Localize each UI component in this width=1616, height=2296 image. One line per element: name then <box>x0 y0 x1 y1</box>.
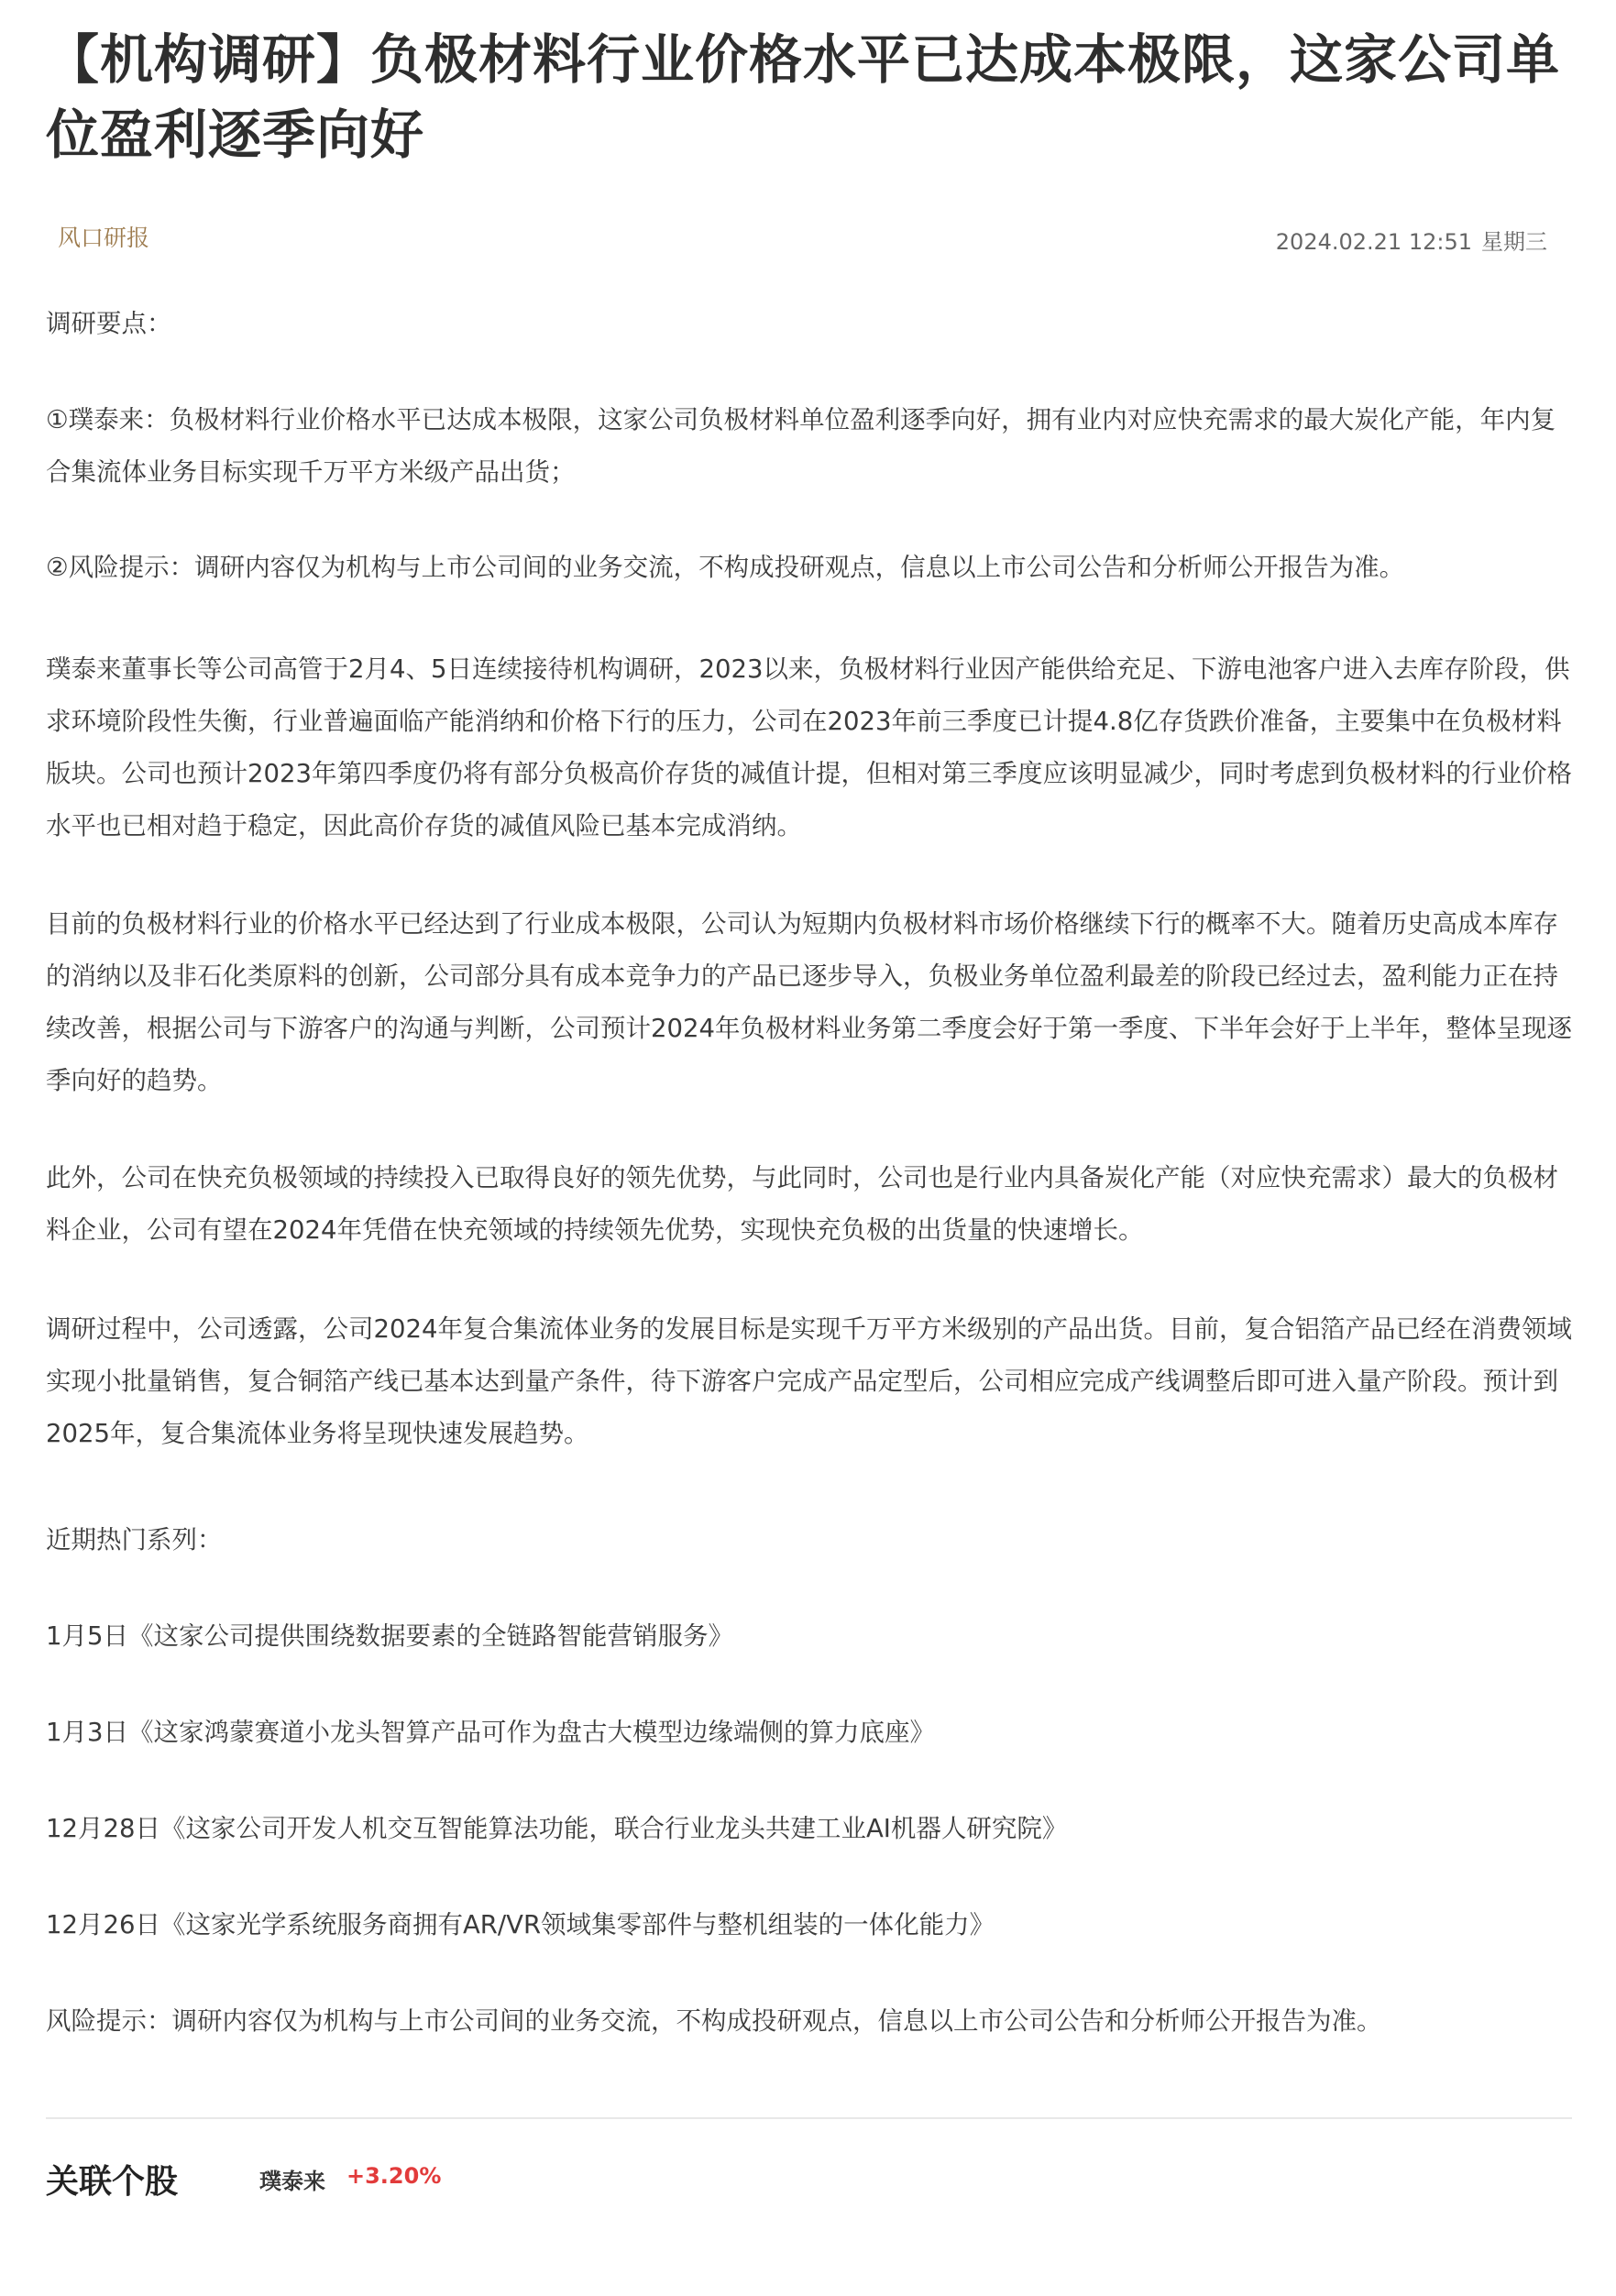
article-source[interactable]: 风口研报 <box>58 225 150 251</box>
hot-series-link[interactable]: 12月28日《这家公司开发人机交互智能算法功能，联合行业龙头共建工业AI机器人研究院》 <box>46 1814 1068 1843</box>
key-points-heading: 调研要点： <box>46 309 172 338</box>
hot-series-link[interactable]: 1月3日《这家鸿蒙赛道小龙头智算产品可作为盘古大模型边缘端侧的算力底座》 <box>46 1718 935 1747</box>
body-paragraph-4: 调研过程中，公司透露，公司2024年复合集流体业务的发展目标是实现千万平方米级别的产品出货。目前，复合铝箔产品已经在消费领域实现小批量销售，复合铜箔产线已基本达到量产条件，待下游客户完成产品定型后，公司相应完成产线调整后即可进入量产阶段。预计到2025年，复合集流体业务将呈现快速发展趋势。 <box>46 1314 1572 1448</box>
publish-date: 2024.02.21 12:51 <box>1275 229 1472 255</box>
key-point-2: ②风险提示：调研内容仅为机构与上市公司间的业务交流，不构成投研观点，信息以上市公司公告和分析师公开报告为准。 <box>46 553 1405 582</box>
hot-series-link[interactable]: 1月5日《这家公司提供围绕数据要素的全链路智能营销服务》 <box>46 1621 733 1651</box>
section-divider <box>46 2117 1572 2119</box>
related-stock-change[interactable]: +3.20% <box>346 2163 442 2189</box>
article-datetime <box>1276 224 1547 256</box>
body-paragraph-2: 目前的负极材料行业的价格水平已经达到了行业成本极限，公司认为短期内负极材料市场价格继续下行的概率不大。随着历史高成本库存的消纳以及非石化类原料的创新，公司部分具有成本竞争力的产品已逐步导入，负极业务单位盈利最差的阶段已经过去，盈利能力正在持续改善，根据公司与下游客户的沟通与判断，公司预计2024年负极材料业务第二季度会好于第一季度、下半年会好于上半年，整体呈现逐季向好的趋势。 <box>46 909 1572 1095</box>
body-paragraph-3: 此外，公司在快充负极领域的持续投入已取得良好的领先优势，与此同时，公司也是行业内具备炭化产能（对应快充需求）最大的负极材料企业，公司有望在2024年凭借在快充领域的持续领先优势，实现快充负极的出货量的快速增长。 <box>46 1163 1558 1245</box>
related-stock-name[interactable]: 璞泰来 <box>259 2169 325 2194</box>
body-paragraph-1: 璞泰来董事长等公司高管于2月4、5日连续接待机构调研，2023以来，负极材料行业因产能供给充足、下游电池客户进入去库存阶段，供求环境阶段性失衡，行业普遍面临产能消纳和价格下行的压力，公司在2023年前三季度已计提4.8亿存货跌价准备，主要集中在负极材料版块。公司也预计2023年第四季度仍将有部分负极高价存货的减值计提，但相对第三季度应该明显减少，同时考虑到负极材料的行业价格水平也已相对趋于稳定，因此高价存货的减值风险已基本完成消纳。 <box>46 654 1572 840</box>
risk-disclaimer: 风险提示：调研内容仅为机构与上市公司间的业务交流，不构成投研观点，信息以上市公司公告和分析师公开报告为准。 <box>46 2006 1382 2036</box>
key-point-1: ①璞泰来：负极材料行业价格水平已达成本极限，这家公司负极材料单位盈利逐季向好，拥有业内对应快充需求的最大炭化产能，年内复合集流体业务目标实现千万平方米级产品出货； <box>46 405 1556 487</box>
hot-series-heading: 近期热门系列： <box>46 1525 223 1554</box>
publish-weekday: 星期三 <box>1481 229 1547 255</box>
related-stocks-heading: 关联个股 <box>46 2163 179 2201</box>
article-title: 【机构调研】负极材料行业价格水平已达成本极限，这家公司单位盈利逐季向好 <box>46 28 1561 166</box>
hot-series-link[interactable]: 12月26日《这家光学系统服务商拥有AR/VR领域集零部件与整机组装的一体化能力》 <box>46 1910 995 1939</box>
